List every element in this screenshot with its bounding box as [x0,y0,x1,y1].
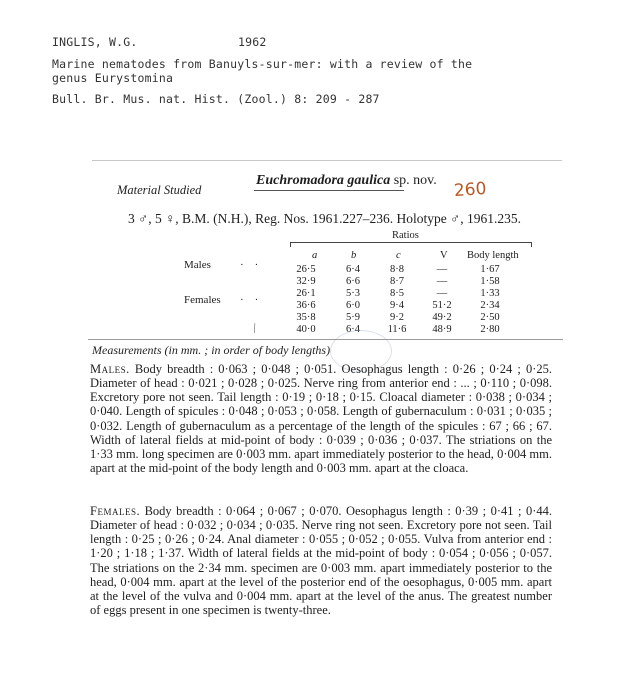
handwritten-number: 260 [453,178,488,202]
table-cell: 8·7 [390,276,404,287]
table-cell: — [436,264,448,275]
ratios-heading: Ratios [392,230,419,241]
citation-author: INGLIS, W.G. [52,35,138,49]
females-label: Females. [90,504,141,518]
group-label-males: Males [184,259,211,271]
col-header-v: V [440,250,448,261]
table-cell: 35·8 [296,312,316,323]
ratios-bracket [290,242,532,247]
measurements-heading: Measurements (in mm. ; in order of body lengths) [92,343,331,357]
females-text: Body breadth : 0·064 ; 0·067 ; 0·070. Oesophagus length : 0·39 ; 0·41 ; 0·44. Diameter of head : 0·032 ; 0·034 ; 0·035. Nerve ring not seen. Excretory pore not seen. Tail length : 0·25 ; 0·26 ; 0·24. Anal diameter : 0·055 ; 0·052 ; 0·055. Vulva from anterior end : 1·20 ; 1·18 ; 1·37. Width of lateral fields at the mid-point of body : 0·054 ; 0·056 ; 0·057. The striations on the 2·34 mm. specimen are 0·003 mm. apart immediately posterior to the head, 0·004 mm. apart at the level of the posterior end of the oesophagus, 0·005 mm. apart at the level of the vulva and 0·004 mm. apart at the level of the anus. The greatest number of eggs present in one specimen is twenty-three. [90,504,552,618]
males-label: Males. [90,362,130,376]
table-cell: 36·6 [296,300,316,311]
table-cell: 8·5 [390,288,404,299]
citation-title-line1: Marine nematodes from Banuyls-sur-mer: with a review of the [52,57,473,71]
table-cell: 26·1 [296,288,316,299]
table-cell: 2·80 [480,324,500,335]
citation-author-line [52,35,267,49]
species-suffix: sp. nov. [393,173,437,188]
table-bottom-rule [88,339,563,340]
table-cell: 8·8 [390,264,404,275]
table-cell: 2·50 [480,312,500,323]
species-title [256,173,437,189]
table-cell: 5·3 [346,288,360,299]
table-cell: 26·5 [296,264,316,275]
leader-dots: · · [240,259,259,271]
table-cell: 51·2 [432,300,452,311]
col-header-body-length: Body length [467,250,519,261]
col-header-b: b [351,250,357,261]
material-studied-label: Material Studied [117,183,202,197]
species-name: Euchromadora gaulica [256,173,391,188]
table-cell: 9·2 [390,312,404,323]
citation-year: 1962 [238,35,267,49]
table-cell: 1·33 [480,288,500,299]
pencil-mark: ⁄ [250,322,259,335]
table-cell: 49·2 [432,312,452,323]
col-header-c: c [396,250,401,261]
table-cell: 32·9 [296,276,316,287]
specimen-register: 3 ♂, 5 ♀, B.M. (N.H.), Reg. Nos. 1961.227–236. Holotype ♂, 1961.235. [128,211,521,226]
page-top-divider [92,160,562,161]
table-cell: 11·6 [387,324,407,335]
species-underline [254,190,404,191]
table-cell: 5·9 [346,312,360,323]
table-cell: 1·67 [480,264,500,275]
group-label-females: Females [184,294,221,306]
table-cell: 2·34 [480,300,500,311]
table-cell: — [436,288,448,299]
table-cell: 6·4 [346,324,360,335]
table-cell: — [436,276,448,287]
table-cell: 6·4 [346,264,360,275]
males-paragraph [90,362,552,475]
table-cell: 48·9 [432,324,452,335]
table-cell: 1·58 [480,276,500,287]
leader-dots: · · [240,294,259,306]
table-cell: 40·0 [296,324,316,335]
col-header-a: a [312,250,318,261]
males-text: Body breadth : 0·063 ; 0·048 ; 0·051. Oesophagus length : 0·26 ; 0·24 ; 0·25. Diameter of head : 0·021 ; 0·028 ; 0·025. Nerve ring from anterior end : ... ; 0·110 ; 0·098. Excretory pore not seen. Tail length : 0·19 ; 0·18 ; 0·15. Cloacal diameter : 0·038 ; 0·034 ; 0·040. Length of spicules : 0·048 ; 0·053 ; 0·058. Length of gubernaculum : 0·031 ; 0·035 ; 0·032. Length of gubernaculum as a percentage of the length of the spicules : 67 ; 66 ; 67. Width of lateral fields at mid-point of body : 0·039 ; 0·036 ; 0·037. The striations on the 1·33 mm. long specimen are 0·003 mm. apart immediately posterior to the head, 0·004 mm. apart at the mid-point of the body length and 0·003 mm. apart at the cloaca. [90,362,553,476]
citation-title-line2: genus Eurystomina [52,71,174,85]
table-cell: 6·6 [346,276,360,287]
table-cell: 6·0 [346,300,360,311]
citation-reference: Bull. Br. Mus. nat. Hist. (Zool.) 8: 209 - 287 [52,92,380,106]
table-cell: 9·4 [390,300,404,311]
females-paragraph [90,504,552,617]
